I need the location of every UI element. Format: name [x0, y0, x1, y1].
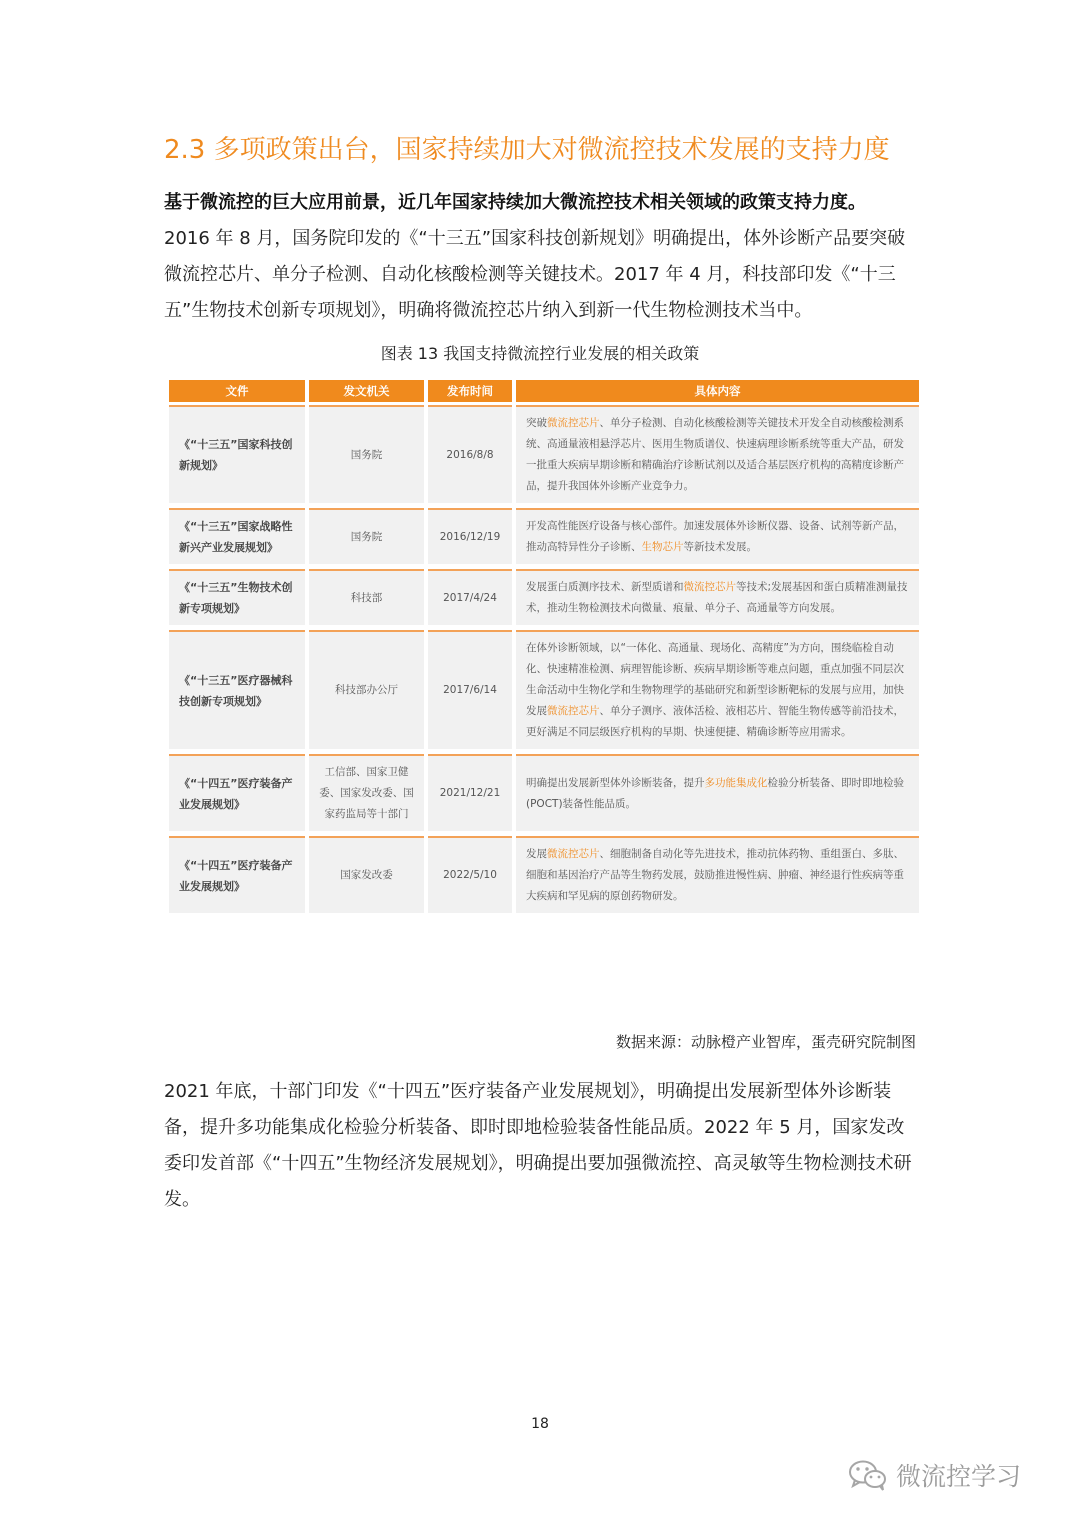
highlighted-term: 多功能集成化 — [704, 776, 768, 789]
content-text: 发展蛋白质测序技术、新型质谱和 — [526, 581, 684, 593]
highlighted-term: 微流控芯片 — [547, 848, 600, 860]
content-text: 突破 — [526, 417, 547, 429]
intro-text: 2016 年 8 月，国务院印发的《“十三五”国家科技创新规划》明确提出，体外诊断产品要突破微流控芯片、单分子检测、自动化核酸检测等关键技术。2017 年 4 月，科技部印发《“十三五”生物技术创新专项规划》，明确将微流控芯片纳入到新一代生物检测技术当中。 — [164, 228, 906, 321]
highlighted-term: 微流控芯片 — [547, 417, 600, 429]
cell-content — [516, 630, 919, 754]
table-body — [169, 405, 919, 918]
data-source-note: 数据来源：动脉橙产业智库，蛋壳研究院制图 — [615, 1033, 916, 1051]
content-text: 、细胞制备自动化等先进技术，推动抗体药物、重组蛋白、多肽、细胞和基因治疗产品等生物药发展，鼓励推进慢性病、肿瘤、神经退行性疾病等重大疾病和罕见病的原创药物研发。 — [526, 848, 904, 902]
cell-date: 2016/8/8 — [428, 405, 512, 508]
wechat-icon — [848, 1459, 888, 1491]
cell-date: 2021/12/21 — [428, 754, 512, 836]
content-text: 等新技术发展。 — [683, 541, 757, 553]
table-row — [169, 508, 919, 569]
cell-issuer: 国家发改委 — [309, 836, 424, 918]
header-content: 具体内容 — [516, 380, 919, 405]
content-text: 发展 — [526, 848, 547, 860]
cell-issuer: 国务院 — [309, 405, 424, 508]
header-issuer: 发文机关 — [309, 380, 424, 405]
header-document: 文件 — [169, 380, 305, 405]
table-row — [169, 754, 919, 836]
cell-document: 《“十四五”医疗装备产业发展规划》 — [169, 754, 305, 836]
cell-issuer: 科技部办公厅 — [309, 630, 424, 754]
section-heading: 2.3 多项政策出台，国家持续加大对微流控技术发展的支持力度 — [164, 135, 890, 165]
cell-date: 2022/5/10 — [428, 836, 512, 918]
table-row — [169, 836, 919, 918]
table-row — [169, 569, 919, 630]
highlighted-term: 微流控芯片 — [683, 581, 736, 593]
cell-issuer: 工信部、国家卫健委、国家发改委、国家药监局等十部门 — [309, 754, 424, 836]
watermark — [848, 1455, 1021, 1495]
highlighted-term: 微流控芯片 — [547, 705, 600, 717]
content-text: 、单分子检测、自动化核酸检测等关键技术开发全自动核酸检测系统、高通量液相悬浮芯片、医用生物质谱仪、快速病理诊断系统等重大产品，研发一批重大疾病早期诊断和精确治疗诊断试剂以及适合基层医疗机构的高精度诊断产品，提升我国体外诊断产业竞争力。 — [526, 417, 904, 492]
cell-document: 《“十三五”国家科技创新规划》 — [169, 405, 305, 508]
header-date: 发布时间 — [428, 380, 512, 405]
content-text: 检验分析装备、即时即地检验 (POCT)装备性能品质。 — [526, 776, 904, 810]
highlighted-term: 生物芯片 — [641, 541, 684, 553]
table-header-row — [169, 380, 919, 405]
table-row — [169, 630, 919, 754]
watermark-text: 微流控学习 — [896, 1462, 1022, 1491]
cell-content — [516, 508, 919, 569]
cell-content — [516, 569, 919, 630]
page-number: 18 — [531, 1416, 549, 1432]
content-text: 等技术;发展基因和蛋白质精准测量技术，推动生物检测技术向微量、痕量、单分子、高通量等方向发展。 — [526, 581, 908, 614]
cell-date: 2017/6/14 — [428, 630, 512, 754]
cell-document: 《“十三五”医疗器械科技创新专项规划》 — [169, 630, 305, 754]
policy-table — [165, 380, 923, 918]
cell-content — [516, 836, 919, 918]
cell-document: 《“十三五”生物技术创新专项规划》 — [169, 569, 305, 630]
content-text: 、单分子测序、液体活检、液相芯片、智能生物传感等前沿技术，更好满足不同层级医疗机构的早期、快速便捷、精确诊断等应用需求。 — [526, 705, 904, 738]
table-row — [169, 405, 919, 508]
figure-caption: 图表 13 我国支持微流控行业发展的相关政策 — [380, 344, 700, 363]
content-text: 开发高性能医疗设备与核心部件。加速发展体外诊断仪器、设备、试剂等新产品，推动高特异性分子诊断、 — [526, 520, 904, 553]
content-text: 明确提出发展新型体外诊断装备，提升 — [526, 776, 705, 789]
content-text: 在体外诊断领域，以“一体化、高通量、现场化、高精度”为方向，围绕临检自动化、快速精准检测、病理智能诊断、疾病早期诊断等难点问题，重点加强不同层次生命活动中生物化学和生物物理学的基础研究和新型诊断靶标的发展与应用，加快发展 — [526, 642, 904, 717]
cell-document: 《“十四五”医疗装备产业发展规划》 — [169, 836, 305, 918]
cell-date: 2016/12/19 — [428, 508, 512, 569]
cell-document: 《“十三五”国家战略性新兴产业发展规划》 — [169, 508, 305, 569]
intro-bold-sentence: 基于微流控的巨大应用前景，近几年国家持续加大微流控技术相关领域的政策支持力度。 — [164, 192, 866, 213]
cell-content — [516, 754, 919, 836]
body-paragraph: 2021 年底，十部门印发《“十四五”医疗装备产业发展规划》，明确提出发展新型体外诊断装备，提升多功能集成化检验分析装备、即时即地检验装备性能品质。2022 年 5 月，国家发改委印发首部《“十四五”生物经济发展规划》，明确提出要加强微流控、高灵敏等生物检测技术研发。 — [164, 1081, 912, 1210]
cell-issuer: 科技部 — [309, 569, 424, 630]
cell-issuer: 国务院 — [309, 508, 424, 569]
intro-paragraph — [164, 185, 920, 329]
cell-content — [516, 405, 919, 508]
cell-date: 2017/4/24 — [428, 569, 512, 630]
